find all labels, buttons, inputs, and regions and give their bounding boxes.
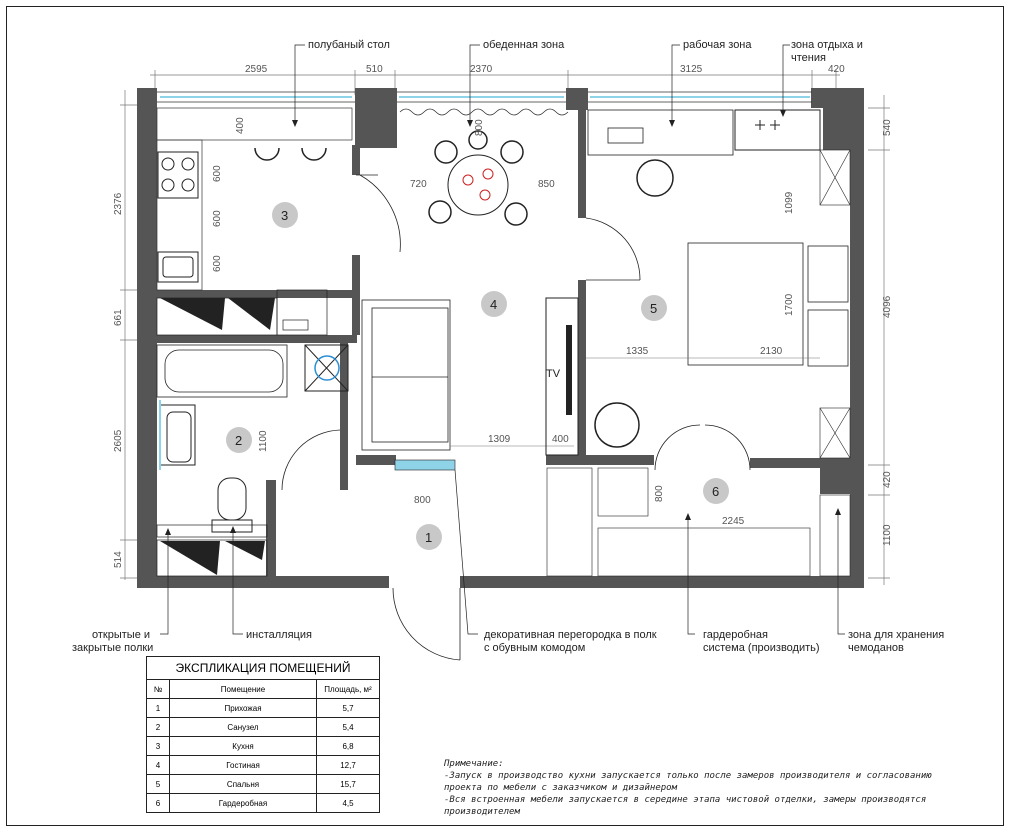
dim-inner-10: 1335 [626, 346, 649, 357]
dim-right-3: 420 [882, 471, 893, 488]
notes-line: -Запуск в производство кухни запускается только после замеров производителя и согласованию [444, 771, 932, 781]
dim-right-4: 1100 [882, 524, 893, 546]
shelf-triangle [160, 541, 220, 575]
toilet-icon [212, 478, 252, 532]
label-partition-2: с обувным комодом [484, 642, 586, 654]
room-number: 3 [281, 208, 289, 223]
tv-label: TV [546, 368, 561, 380]
table-title: ЭКСПЛИКАЦИЯ ПОМЕЩЕНИЙ [147, 657, 380, 680]
label-open-shelves-2: закрытые полки [72, 642, 154, 654]
notes-line: производителем [444, 807, 520, 817]
room-number: 4 [490, 297, 498, 312]
bedroom-cabinets [820, 150, 850, 458]
label-luggage: зона для хранения [848, 629, 945, 641]
label-half-bath-table: полубаный стол [308, 39, 390, 51]
dim-inner-9: 1700 [784, 293, 795, 316]
row-area: 15,7 [317, 775, 380, 794]
label-rest-zone: зона отдыха и [791, 39, 863, 51]
wardrobe-system [547, 468, 850, 576]
label-work-zone: рабочая зона [683, 39, 752, 51]
dim-inner-16: 800 [654, 485, 665, 502]
stove-icon [158, 152, 198, 198]
shelf-triangle [160, 298, 225, 330]
room-number: 6 [712, 484, 720, 499]
table-row [147, 775, 380, 794]
notes-line: проекта по мебели с заказчиком и дизайнером [444, 783, 677, 793]
table-header: № [147, 680, 170, 699]
bathroom-sink-icon [160, 405, 195, 465]
dim-right-2: 4096 [882, 295, 893, 318]
room-number: 1 [425, 530, 433, 545]
dim-top-4: 3125 [680, 64, 703, 75]
row-number: 6 [147, 794, 170, 813]
armchair [595, 403, 639, 447]
table-row [147, 737, 380, 756]
room-number: 5 [650, 301, 658, 316]
row-area: 6,8 [317, 737, 380, 756]
table-header: Помещение [170, 680, 317, 699]
table-header-row [147, 680, 380, 699]
row-room: Гостиная [170, 756, 317, 775]
dim-inner-2: 600 [212, 165, 223, 182]
dim-inner-11: 2130 [760, 346, 783, 357]
sofa-icon [362, 300, 450, 450]
dining-chairs [429, 131, 527, 225]
pendant-lights [463, 169, 493, 200]
desk-chair [637, 160, 673, 196]
dim-inner-7: 850 [538, 179, 555, 190]
row-room: Санузел [170, 718, 317, 737]
shelf-triangle [228, 298, 275, 330]
dim-inner-13: 1309 [488, 434, 511, 445]
dim-right-1: 540 [882, 119, 893, 136]
table-row [147, 699, 380, 718]
label-wardrobe-2: система (производить) [703, 642, 820, 654]
label-luggage-2: чемоданов [848, 642, 904, 654]
label-rest-zone-2: чтения [791, 52, 826, 64]
dim-inner-4: 600 [212, 255, 223, 272]
label-dining-zone: обеденная зона [483, 39, 565, 51]
dim-left-4: 514 [113, 551, 124, 568]
table-header: Площадь, м² [317, 680, 380, 699]
table-row [147, 794, 380, 813]
dim-top-3: 2370 [470, 64, 493, 75]
row-number: 4 [147, 756, 170, 775]
row-area: 5,7 [317, 699, 380, 718]
notes-title: Примечание: [444, 759, 504, 769]
room-number: 2 [235, 433, 243, 448]
row-room: Кухня [170, 737, 317, 756]
decorative-partition [395, 460, 455, 470]
rooms-explication-table [146, 656, 380, 813]
row-room: Прихожая [170, 699, 317, 718]
dim-inner-15: 800 [414, 495, 431, 506]
dim-left-2: 661 [113, 309, 124, 326]
dim-inner-8: 1099 [784, 191, 795, 214]
dim-top-1: 2595 [245, 64, 268, 75]
row-number: 1 [147, 699, 170, 718]
dim-inner-5: 800 [474, 119, 485, 136]
kitchen-stools [255, 148, 326, 160]
notes-line: -Вся встроенная мебели запускается в середине этапа чистовой отделки, замеры производятся [444, 795, 927, 805]
dim-inner-14: 400 [552, 434, 569, 445]
label-open-shelves: открытые и [92, 629, 151, 641]
row-number: 2 [147, 718, 170, 737]
label-wardrobe: гардеробная [703, 629, 768, 641]
dim-inner-6: 720 [410, 179, 427, 190]
interior-walls [157, 100, 850, 576]
row-area: 5,4 [317, 718, 380, 737]
reading-lights [735, 110, 820, 150]
dining-table [448, 155, 508, 215]
label-installation: инсталляция [246, 629, 312, 641]
dim-inner-17: 2245 [722, 516, 745, 527]
dim-left-1: 2376 [113, 192, 124, 215]
sink-icon [158, 252, 198, 282]
row-area: 4,5 [317, 794, 380, 813]
kitchen-counter [157, 108, 352, 290]
label-partition: декоративная перегородка в полк [484, 629, 657, 641]
work-desk [588, 110, 733, 155]
table-row [147, 718, 380, 737]
bathtub-icon [157, 345, 287, 397]
right-dimension-line [868, 95, 890, 585]
dim-left-3: 2605 [113, 429, 124, 452]
row-room: Спальня [170, 775, 317, 794]
shelf-triangle [225, 541, 265, 560]
dim-top-5: 420 [828, 64, 845, 75]
dim-inner-1: 400 [235, 117, 246, 134]
row-room: Гардеробная [170, 794, 317, 813]
row-area: 12,7 [317, 756, 380, 775]
dim-inner-3: 600 [212, 210, 223, 227]
row-number: 3 [147, 737, 170, 756]
table-row [147, 756, 380, 775]
dim-top-2: 510 [366, 64, 383, 75]
row-number: 5 [147, 775, 170, 794]
curtain [400, 109, 568, 115]
tv-unit [566, 325, 572, 415]
dim-inner-12: 1100 [258, 430, 269, 452]
